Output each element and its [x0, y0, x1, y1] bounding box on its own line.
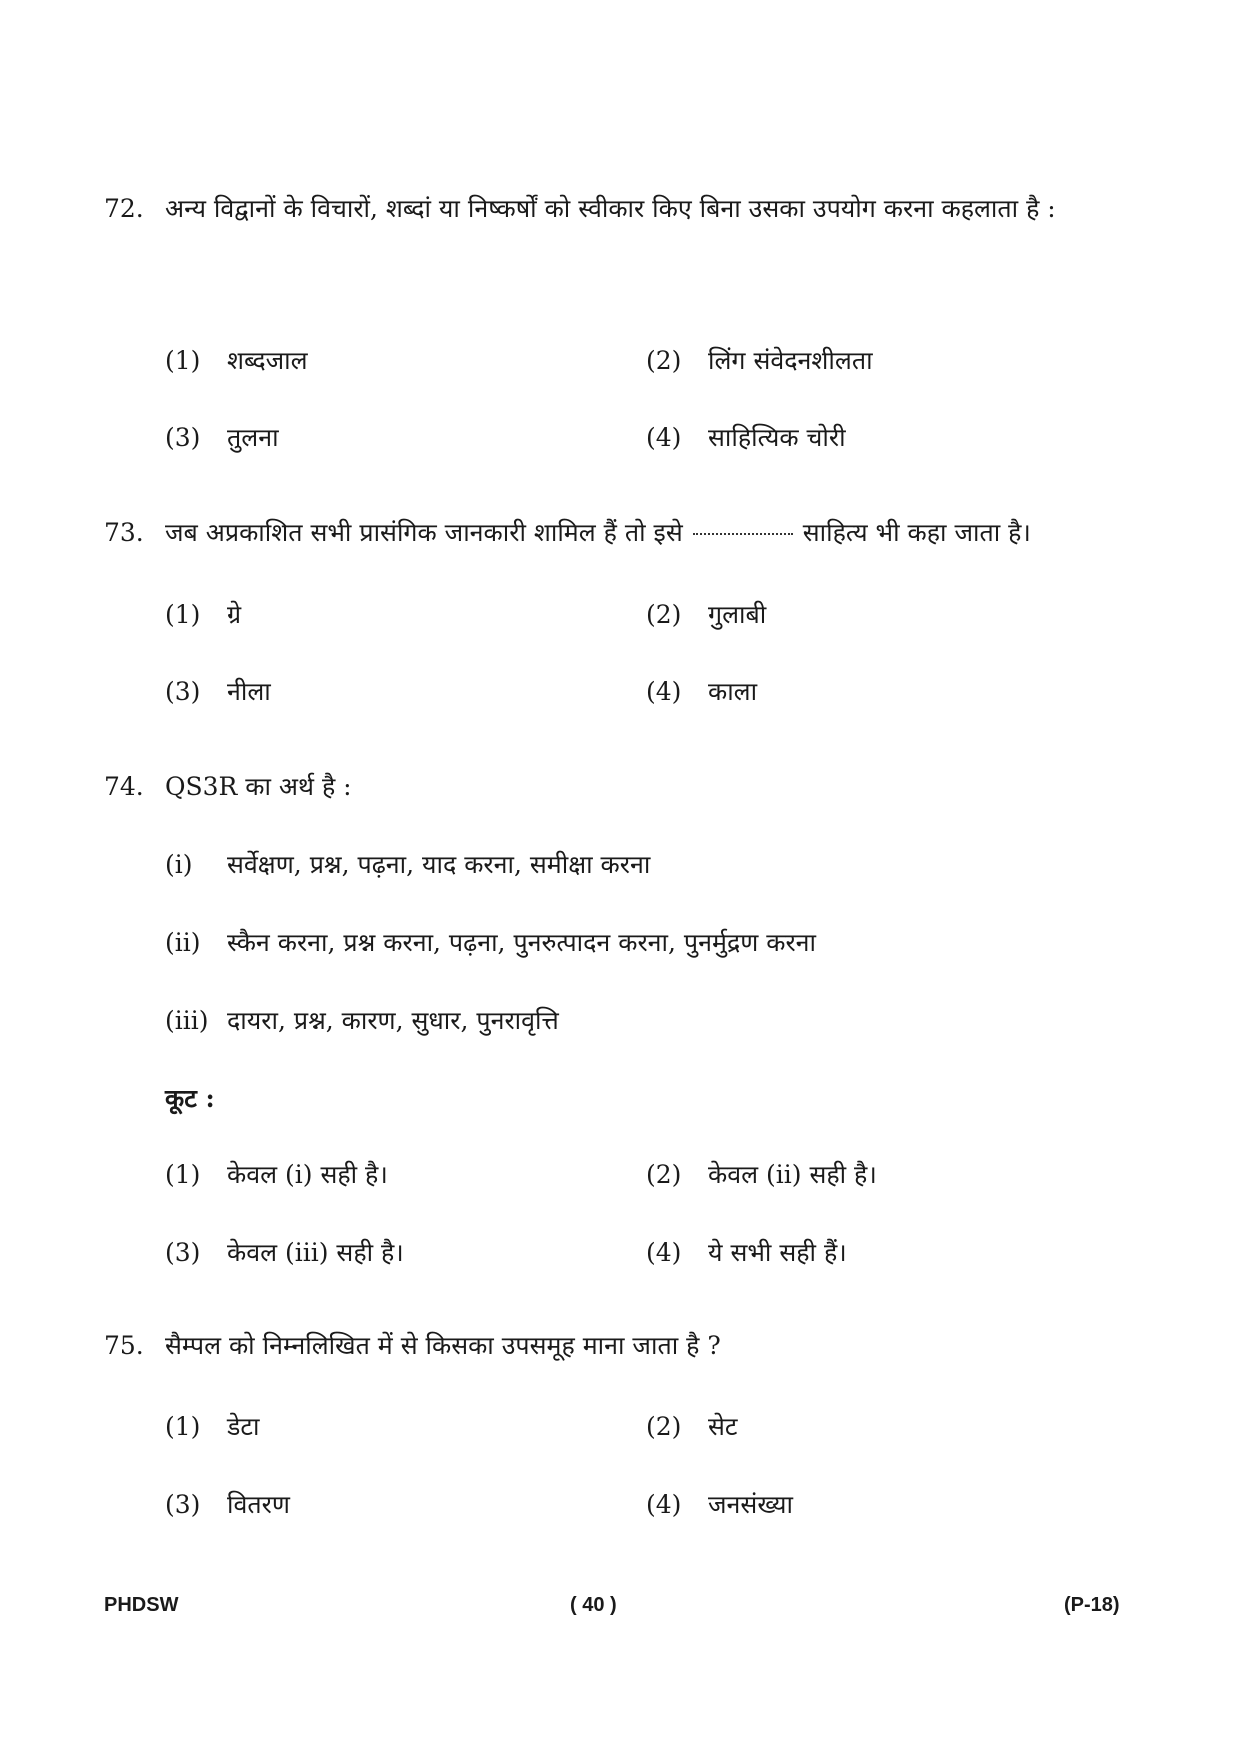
question-number: 74. — [104, 772, 144, 801]
option-number: (4) — [646, 677, 682, 706]
option-text: साहित्यिक चोरी — [708, 423, 846, 452]
statement-text: स्कैन करना, प्रश्न करना, पढ़ना, पुनरुत्पादन करना, पुनर्मुद्रण करना — [227, 928, 817, 957]
question-text: सैम्पल को निम्नलिखित में से किसका उपसमूह माना जाता है ? — [165, 1331, 721, 1360]
question-text: अन्य विद्वानों के विचारों, शब्दां या निष्कर्षों को स्वीकार किए बिना उसका उपयोग करना कहलाता है : — [165, 194, 1056, 223]
question-text-after: साहित्य भी कहा जाता है। — [802, 518, 1031, 547]
option-number: (1) — [165, 1160, 201, 1189]
option-number: (4) — [646, 423, 682, 452]
footer-page-number: ( 40 ) — [570, 1594, 617, 1616]
question-number: 72. — [104, 194, 144, 223]
option-text: केवल (iii) सही है। — [227, 1238, 404, 1267]
question-text — [165, 516, 1155, 550]
option-number: (2) — [646, 600, 682, 629]
option-text: सेट — [708, 1412, 738, 1441]
option-text: डेटा — [227, 1412, 260, 1441]
statement-text: दायरा, प्रश्न, कारण, सुधार, पुनरावृत्ति — [227, 1006, 559, 1035]
question-number: 73. — [104, 518, 144, 547]
option-text: शब्दजाल — [227, 346, 308, 375]
option-number: (3) — [165, 423, 201, 452]
option-text: वितरण — [227, 1490, 290, 1519]
footer-paper-code: (P-18) — [1064, 1594, 1120, 1616]
option-text: केवल (ii) सही है। — [708, 1160, 877, 1189]
option-text: ग्रे — [227, 600, 242, 629]
option-number: (1) — [165, 1412, 201, 1441]
option-text: काला — [708, 677, 758, 706]
option-number: (4) — [646, 1490, 682, 1519]
option-number: (2) — [646, 1412, 682, 1441]
statement-number: (iii) — [165, 1006, 209, 1035]
option-number: (3) — [165, 1238, 201, 1267]
option-number: (2) — [646, 346, 682, 375]
option-text: नीला — [227, 677, 271, 706]
option-number: (4) — [646, 1238, 682, 1267]
option-number: (1) — [165, 346, 201, 375]
code-label: कूट : — [165, 1084, 215, 1113]
option-text: केवल (i) सही है। — [227, 1160, 388, 1189]
option-text: जनसंख्या — [708, 1490, 793, 1519]
option-text: ये सभी सही हैं। — [708, 1238, 847, 1267]
option-text: गुलाबी — [708, 600, 767, 629]
option-number: (3) — [165, 1490, 201, 1519]
question-text-before: जब अप्रकाशित सभी प्रासंगिक जानकारी शामिल हैं तो इसे — [165, 518, 683, 547]
statement-number: (i) — [165, 850, 193, 879]
option-number: (2) — [646, 1160, 682, 1189]
blank-dotted-line — [693, 533, 793, 535]
statement-number: (ii) — [165, 928, 201, 957]
statement-text: सर्वेक्षण, प्रश्न, पढ़ना, याद करना, समीक्षा करना — [227, 850, 651, 879]
option-text: लिंग संवेदनशीलता — [708, 346, 873, 375]
footer-course-code: PHDSW — [104, 1594, 179, 1616]
option-number: (3) — [165, 677, 201, 706]
question-text: QS3R का अर्थ है : — [165, 772, 352, 801]
question-number: 75. — [104, 1331, 144, 1360]
option-text: तुलना — [227, 423, 279, 452]
option-number: (1) — [165, 600, 201, 629]
